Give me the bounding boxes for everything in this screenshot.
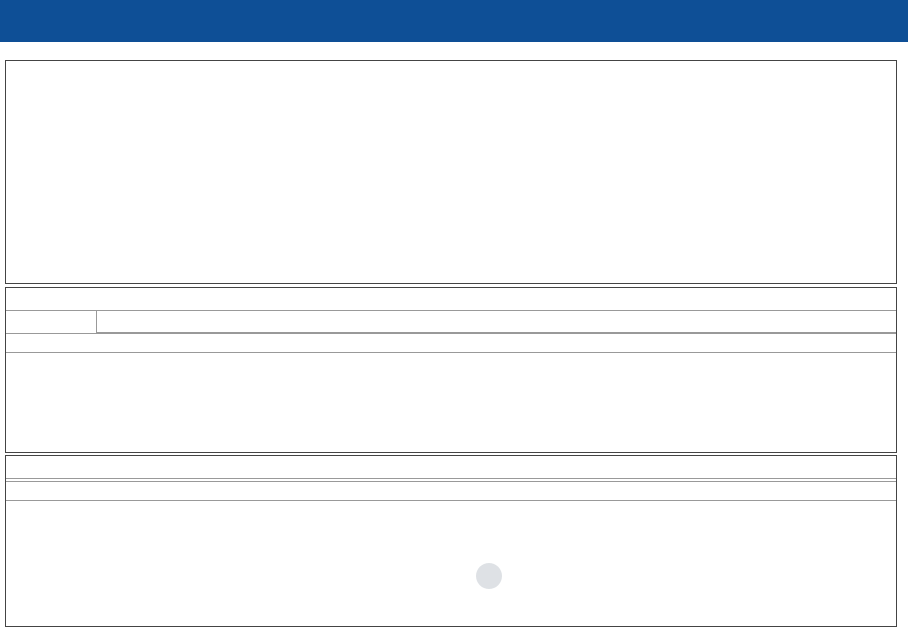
col-header <box>96 311 216 333</box>
col-header <box>216 311 336 333</box>
wechat-icon <box>476 563 502 589</box>
futures-table <box>6 311 896 333</box>
futures-note <box>6 333 896 352</box>
header-bar <box>0 0 908 42</box>
watermark <box>476 560 506 590</box>
spreads-source <box>6 500 896 519</box>
col-header <box>771 311 896 333</box>
spreads-section <box>5 455 897 627</box>
commentary-box <box>5 60 897 284</box>
spreads-title <box>6 456 896 479</box>
futures-title <box>6 288 896 311</box>
futures-source <box>6 352 896 371</box>
futures-section <box>5 287 897 453</box>
col-header <box>481 311 626 333</box>
col-header <box>336 311 481 333</box>
col-header <box>626 311 771 333</box>
futures-side-label <box>6 311 96 333</box>
spreads-note <box>6 481 896 500</box>
